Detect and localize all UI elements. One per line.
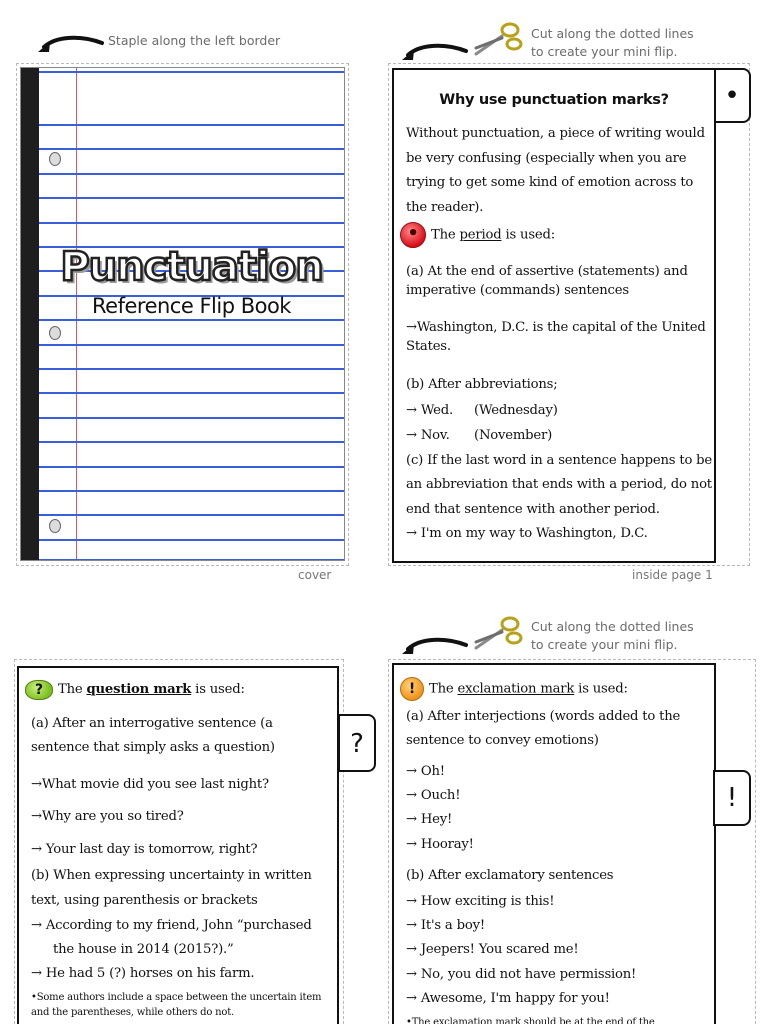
rule-line	[39, 344, 344, 346]
rule-line	[39, 490, 344, 492]
curved-arrow-icon	[400, 42, 468, 64]
cover-subtitle: Reference Flip Book	[92, 294, 291, 318]
rule-a: (a) After interjections (words added to the	[406, 709, 681, 724]
rule-b: (b) After exclamatory sentences	[406, 868, 614, 883]
rule-line	[39, 539, 344, 541]
exclamation-tab: !	[713, 770, 751, 826]
exclamation-badge-icon: !	[400, 677, 424, 701]
intro-line: the reader).	[406, 200, 484, 215]
rule-a: sentence to convey emotions)	[406, 733, 599, 748]
example: →Why are you so tired?	[31, 809, 184, 824]
usage-text: is used:	[191, 682, 245, 697]
abbr: → Wed.	[406, 403, 453, 418]
abbr-example	[406, 399, 706, 424]
question-page	[17, 666, 339, 1024]
period-page	[392, 68, 716, 563]
cut-note-line: to create your mini flip.	[531, 44, 678, 59]
period-heading: Why use punctuation marks?	[439, 92, 669, 108]
intro-line: Without punctuation, a piece of writing would	[406, 126, 705, 141]
rule-line	[39, 222, 344, 224]
footnote: •The exclamation mark should be at the end of the	[406, 1017, 655, 1024]
cut-note-line: to create your mini flip.	[531, 637, 678, 652]
question-usage-line	[25, 678, 329, 703]
usage-text: is used:	[501, 227, 555, 243]
rule-line	[39, 173, 344, 175]
example: →What movie did you see last night?	[31, 777, 269, 792]
example: → Jeepers! You scared me!	[406, 942, 579, 957]
rule-line	[39, 319, 344, 321]
interjection: → Oh!	[406, 764, 445, 779]
rule-line	[39, 441, 344, 443]
cut-note-line: Cut along the dotted lines	[531, 26, 694, 41]
rule-b: text, using parenthesis or brackets	[31, 893, 258, 908]
period-tab: •	[713, 68, 751, 123]
rule-line	[39, 559, 344, 561]
usage-text: The	[431, 227, 460, 243]
cut-note-line: Cut along the dotted lines	[531, 619, 694, 634]
punch-hole	[49, 519, 61, 533]
inside-page-caption: inside page 1	[632, 568, 713, 582]
usage-term: exclamation mark	[457, 681, 575, 697]
exclamation-page	[392, 663, 716, 1024]
example: → He had 5 (?) horses on his farm.	[31, 966, 255, 981]
interjection: → Hooray!	[406, 837, 474, 852]
usage-text: The	[429, 681, 458, 697]
period-badge-icon: •	[400, 222, 426, 248]
example: →Washington, D.C. is the capital of the United	[406, 320, 706, 335]
cut-note	[531, 618, 694, 654]
rule-line	[39, 124, 344, 126]
intro-line: be very confusing (especially when you are	[406, 151, 687, 166]
punch-hole	[49, 152, 61, 166]
binding-spine	[21, 68, 39, 560]
intro-line: trying to get some kind of emotion across to	[406, 175, 694, 190]
usage-text: is used:	[574, 681, 628, 697]
abbr-full: (November)	[474, 428, 553, 443]
curved-arrow-icon	[400, 636, 468, 658]
question-tab: ?	[338, 714, 376, 772]
rule-c: (c) If the last word in a sentence happens to be	[406, 453, 713, 468]
exclamation-usage-line	[400, 677, 706, 702]
usage-term: question mark	[86, 682, 192, 697]
example: → It's a boy!	[406, 918, 485, 933]
usage-term: period	[459, 227, 502, 243]
rule-line	[39, 71, 344, 73]
rule-line	[39, 514, 344, 516]
interjection: → Ouch!	[406, 788, 461, 803]
period-usage-line	[400, 222, 706, 248]
rule-b: (b) After abbreviations;	[406, 377, 558, 392]
rule-a: (a) At the end of assertive (statements) and	[406, 264, 688, 279]
cover-title: Punctuation	[60, 244, 323, 290]
rule-line	[39, 392, 344, 394]
abbr-full: (Wednesday)	[474, 403, 558, 418]
rule-line	[39, 148, 344, 150]
cut-note	[531, 25, 694, 61]
cover-caption: cover	[298, 568, 332, 582]
usage-text: The	[58, 682, 87, 697]
rule-line	[39, 417, 344, 419]
staple-note: Staple along the left border	[108, 33, 281, 48]
example: States.	[406, 339, 451, 354]
rule-b: (b) When expressing uncertainty in written	[31, 868, 312, 883]
rule-c: end that sentence with another period.	[406, 502, 660, 517]
rule-a: sentence that simply asks a question)	[31, 740, 275, 755]
scissors-icon	[472, 18, 524, 58]
rule-line	[39, 368, 344, 370]
scissors-icon	[472, 612, 524, 652]
rule-a: imperative (commands) sentences	[406, 283, 629, 298]
example: → According to my friend, John “purchased	[31, 918, 312, 933]
example: → No, you did not have permission!	[406, 967, 637, 982]
rule-line	[39, 197, 344, 199]
example: → How exciting is this!	[406, 894, 555, 909]
example: → Your last day is tomorrow, right?	[31, 842, 258, 857]
example: → Awesome, I'm happy for you!	[406, 991, 610, 1006]
example: the house in 2014 (2015?).”	[53, 942, 234, 957]
rule-c: an abbreviation that ends with a period, do not	[406, 477, 712, 492]
rule-line	[39, 466, 344, 468]
cover-page	[20, 67, 345, 561]
example: → I'm on my way to Washington, D.C.	[406, 526, 648, 541]
footnote: •Some authors include a space between the uncertain item and the parentheses, while others do not.	[31, 992, 322, 1018]
abbr-example	[406, 424, 706, 449]
curved-arrow-icon	[36, 34, 104, 56]
abbr: → Nov.	[406, 428, 450, 443]
interjection: → Hey!	[406, 812, 453, 827]
rule-a: (a) After an interrogative sentence (a	[31, 716, 273, 731]
punch-hole	[49, 326, 61, 340]
question-badge-icon: ?	[25, 680, 53, 700]
